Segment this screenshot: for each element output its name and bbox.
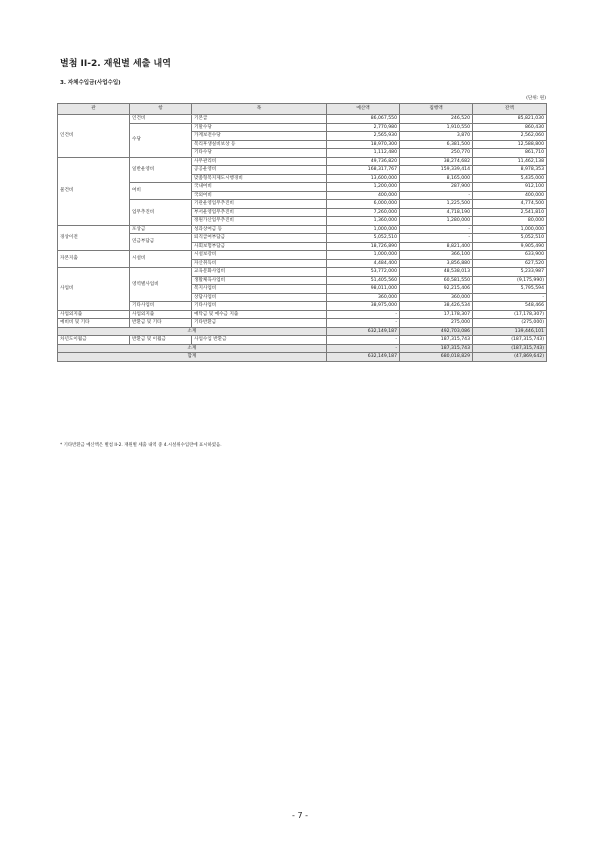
budget-cell: 38,975,000 <box>327 302 400 311</box>
balance-cell: 11,462,138 <box>473 157 547 166</box>
mok-cell: 부서운영업무추진비 <box>192 208 327 217</box>
hang-cell: 연금부담금 <box>130 234 192 251</box>
mok-cell: 복지사업비 <box>192 285 327 294</box>
exec-cell: 275,000 <box>400 319 473 328</box>
mok-cell: 예탁금 및 예수금 지출 <box>192 310 327 319</box>
balance-cell: 80,000 <box>473 217 547 226</box>
exec-cell: 187,315,743 <box>400 336 473 345</box>
budget-cell: 18,726,890 <box>327 242 400 251</box>
table-row <box>58 234 547 243</box>
balance-cell: 861,710 <box>473 149 547 158</box>
budget-cell: 1,360,000 <box>327 217 400 226</box>
balance-cell: 85,821,030 <box>473 115 547 124</box>
mok-cell: 공공운영비 <box>192 166 327 175</box>
section-title: 3. 자체수입금(사업수입) <box>60 80 121 86</box>
exec-cell: 17,178,307 <box>400 310 473 319</box>
balance-cell: 5,435,000 <box>473 174 547 183</box>
balance-cell: 5,233,987 <box>473 268 547 277</box>
budget-cell: - <box>327 319 400 328</box>
mok-cell: 생활체육사업비 <box>192 276 327 285</box>
balance-cell: 633,900 <box>473 251 547 260</box>
exec-cell: 6,381,500 <box>400 140 473 149</box>
gwan-cell: 인건비 <box>58 115 130 158</box>
exec-cell: 4,718,190 <box>400 208 473 217</box>
budget-cell: 2,565,930 <box>327 132 400 141</box>
table-row <box>58 268 547 277</box>
page-number: - 7 - <box>292 811 308 820</box>
mok-cell: 기말수당 <box>192 123 327 132</box>
footnote: * 기타반환금 예산액은 별첨 II-2. 재원별 세출 내역 중 4.시설위수입란에 표시하였음. <box>60 443 222 448</box>
table-row <box>58 183 547 192</box>
subtotal-budget: - <box>327 344 400 353</box>
exec-cell: 8,165,000 <box>400 174 473 183</box>
balance-cell: 5,052,510 <box>473 234 547 243</box>
budget-cell: 98,011,000 <box>327 285 400 294</box>
subtotal-label: 소계 <box>58 344 327 353</box>
subtotal-row <box>58 344 547 353</box>
balance-cell: 1,000,000 <box>473 225 547 234</box>
exec-cell: 250,770 <box>400 149 473 158</box>
budget-cell: 86,067,550 <box>327 115 400 124</box>
total-balance: (47,869,642) <box>473 353 547 362</box>
balance-cell: 5,795,594 <box>473 285 547 294</box>
mok-cell: 기본급 <box>192 115 327 124</box>
balance-cell: 8,978,353 <box>473 166 547 175</box>
page-title: 별첨 II-2. 재원별 세출 내역 <box>60 59 171 69</box>
budget-cell: 168,317,767 <box>327 166 400 175</box>
mok-cell: 자산취득비 <box>192 259 327 268</box>
exec-cell: 38,274,682 <box>400 157 473 166</box>
table-row <box>58 157 547 166</box>
hang-cell: 기타사업비 <box>130 302 192 311</box>
balance-cell: (9,175,990) <box>473 276 547 285</box>
header-mok: 목 <box>192 104 327 115</box>
exec-cell: 246,520 <box>400 115 473 124</box>
header-gwan: 관 <box>58 104 130 115</box>
subtotal-balance: (187,315,743) <box>473 344 547 353</box>
subtotal-row <box>58 327 547 336</box>
budget-cell: 53,772,000 <box>327 268 400 277</box>
mok-cell: 기관운영업무추진비 <box>192 200 327 209</box>
mok-cell: 상담사업비 <box>192 293 327 302</box>
expenditure-table <box>57 103 547 362</box>
exec-cell: - <box>400 225 473 234</box>
balance-cell: 12,588,800 <box>473 140 547 149</box>
mok-cell: 국내여비 <box>192 183 327 192</box>
budget-cell: 5,052,510 <box>327 234 400 243</box>
exec-cell: 3,870 <box>400 132 473 141</box>
balance-cell: (187,315,743) <box>473 336 547 345</box>
budget-cell: 51,405,560 <box>327 276 400 285</box>
total-row <box>58 353 547 362</box>
mok-cell: 성과상여금 등 <box>192 225 327 234</box>
table-row <box>58 115 547 124</box>
exec-cell: 92,215,406 <box>400 285 473 294</box>
table-row <box>58 251 547 260</box>
budget-cell: 13,600,000 <box>327 174 400 183</box>
exec-cell: 159,339,414 <box>400 166 473 175</box>
hang-cell: 여비 <box>130 183 192 200</box>
mok-cell: 기타사업비 <box>192 302 327 311</box>
total-label: 합계 <box>58 353 327 362</box>
exec-cell: 38,426,534 <box>400 302 473 311</box>
table-row <box>58 123 547 132</box>
gwan-cell: 경상이전 <box>58 225 130 251</box>
table-row <box>58 319 547 328</box>
hang-cell: 반환금 및 이월금 <box>130 336 192 345</box>
exec-cell: 366,100 <box>400 251 473 260</box>
hang-cell: 인건비 <box>130 115 192 124</box>
mok-cell: 가계보전수당 <box>192 132 327 141</box>
balance-cell: - <box>473 293 547 302</box>
unit-label: (단위: 원) <box>526 96 546 101</box>
budget-cell: 7,260,000 <box>327 208 400 217</box>
mok-cell: 기타수당 <box>192 149 327 158</box>
balance-cell: 860,430 <box>473 123 547 132</box>
budget-cell: 1,000,000 <box>327 251 400 260</box>
exec-cell: - <box>400 191 473 200</box>
balance-cell: 627,520 <box>473 259 547 268</box>
gwan-cell: 자본지출 <box>58 251 130 268</box>
subtotal-budget: 632,149,187 <box>327 327 400 336</box>
mok-cell: 사업수입 반환금 <box>192 336 327 345</box>
budget-cell: 360,000 <box>327 293 400 302</box>
balance-cell: 912,100 <box>473 183 547 192</box>
budget-cell: - <box>327 310 400 319</box>
total-budget: 632,149,187 <box>327 353 400 362</box>
exec-cell: - <box>400 234 473 243</box>
exec-cell: 287,900 <box>400 183 473 192</box>
budget-cell: 1,000,000 <box>327 225 400 234</box>
gwan-cell: 사업비 <box>58 268 130 311</box>
exec-cell: 1,910,550 <box>400 123 473 132</box>
mok-cell: 맞춤형복지제도시행경비 <box>192 174 327 183</box>
gwan-cell: 물건비 <box>58 157 130 225</box>
budget-cell: 400,000 <box>327 191 400 200</box>
header-exec: 집행액 <box>400 104 473 115</box>
balance-cell: 548,466 <box>473 302 547 311</box>
exec-cell: 60,581,550 <box>400 276 473 285</box>
exec-cell: 3,856,880 <box>400 259 473 268</box>
hang-cell: 영역별사업비 <box>130 268 192 302</box>
mok-cell: 퇴직급여부담금 <box>192 234 327 243</box>
subtotal-exec: 492,703,086 <box>400 327 473 336</box>
table-row <box>58 200 547 209</box>
budget-cell: 49,736,820 <box>327 157 400 166</box>
balance-cell: 2,541,810 <box>473 208 547 217</box>
exec-cell: 360,000 <box>400 293 473 302</box>
hang-cell: 일반운영비 <box>130 157 192 183</box>
budget-cell: 4,484,400 <box>327 259 400 268</box>
mok-cell: 국외여비 <box>192 191 327 200</box>
hang-cell: 시설비 <box>130 251 192 268</box>
table-row <box>58 336 547 345</box>
hang-cell: 포상금 <box>130 225 192 234</box>
balance-cell: (275,000) <box>473 319 547 328</box>
budget-cell: 18,970,300 <box>327 140 400 149</box>
subtotal-label: 소계 <box>58 327 327 336</box>
exec-cell: 8,821,400 <box>400 242 473 251</box>
header-balance: 잔액 <box>473 104 547 115</box>
mok-cell: 교육문화사업비 <box>192 268 327 277</box>
budget-cell: 1,200,000 <box>327 183 400 192</box>
balance-cell: 2,562,060 <box>473 132 547 141</box>
exec-cell: 1,280,000 <box>400 217 473 226</box>
mok-cell: 복리후생실비보상 등 <box>192 140 327 149</box>
exec-cell: 48,538,013 <box>400 268 473 277</box>
header-hang: 항 <box>130 104 192 115</box>
gwan-cell: 사업외지출 <box>58 310 130 319</box>
balance-cell: (17,178,307) <box>473 310 547 319</box>
table-row <box>58 302 547 311</box>
balance-cell: 9,905,490 <box>473 242 547 251</box>
mok-cell: 사회보험부담금 <box>192 242 327 251</box>
budget-cell: 2,770,980 <box>327 123 400 132</box>
budget-cell: 1,112,480 <box>327 149 400 158</box>
hang-cell: 사업외지출 <box>130 310 192 319</box>
table-row <box>58 225 547 234</box>
table-header-row <box>58 104 547 115</box>
gwan-cell: 차년도이월금 <box>58 336 130 345</box>
hang-cell: 업무추진비 <box>130 200 192 226</box>
table-row <box>58 310 547 319</box>
budget-cell: 6,000,000 <box>327 200 400 209</box>
mok-cell: 정원가산업무추진비 <box>192 217 327 226</box>
balance-cell: 4,774,500 <box>473 200 547 209</box>
hang-cell: 수당 <box>130 123 192 157</box>
balance-cell: 400,000 <box>473 191 547 200</box>
budget-cell: - <box>327 336 400 345</box>
header-budget: 예산액 <box>327 104 400 115</box>
subtotal-balance: 139,446,101 <box>473 327 547 336</box>
gwan-cell: 예비비 및 기타 <box>58 319 130 328</box>
mok-cell: 사무관리비 <box>192 157 327 166</box>
total-exec: 680,018,829 <box>400 353 473 362</box>
hang-cell: 반환금 및 기타 <box>130 319 192 328</box>
mok-cell: 시설보강비 <box>192 251 327 260</box>
exec-cell: 1,225,500 <box>400 200 473 209</box>
subtotal-exec: 187,315,743 <box>400 344 473 353</box>
mok-cell: 기타반환금 <box>192 319 327 328</box>
